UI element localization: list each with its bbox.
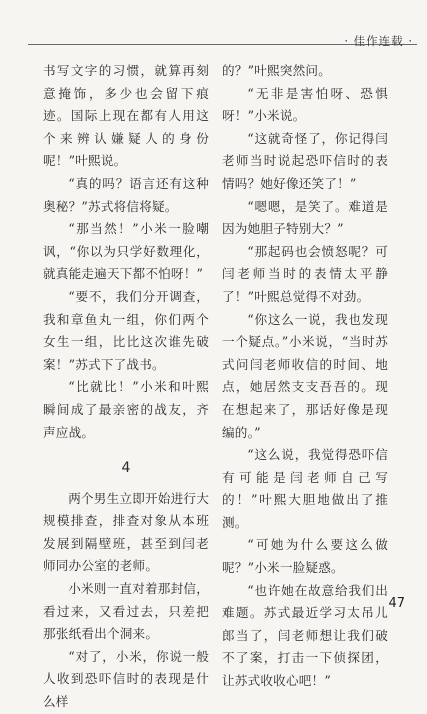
paragraph: 书写文字的习惯，就算再刻意掩饰，多少也会留下痕迹。国际上现在都有人用这个来辨认嫌疑人的身份呢！”叶熙说。 — [43, 63, 209, 169]
paragraph: 小米则一直对着那封信，看过来，又看过去，只差把那张纸看出个洞来。 — [43, 581, 209, 642]
paragraph: “对了，小米，你说一般人收到恐吓信时的表现是什么样 — [43, 648, 209, 710]
paragraph: “真的吗？语言还有这种奥秘？”苏式将信将疑。 — [43, 175, 209, 214]
paragraph: “也许她在故意给我们出难题。苏式最近学习太吊儿郎当了，闫老师想让我们破不了案，打击一下侦探团，让苏式收收心吧！” — [222, 582, 388, 689]
paragraph: “这么说，我觉得恐吓信有可能是闫老师自己写的！”叶熙大胆地做出了推测。 — [222, 447, 388, 530]
paragraph: “这就奇怪了，你记得闫老师当时说起恐吓信时的表情吗？她好像还笑了！” — [222, 130, 388, 191]
paragraph: “你这么一说，我也发现一个疑点。”小米说，“当时苏式问闫老师收信的时间、地点，她居然支支吾吾的。现在想起来了，那话好像是现编的。” — [222, 311, 388, 440]
paragraph-continuation: 的？”叶熙突然问。 — [222, 63, 331, 78]
section-label: · 佳作连载 · — [344, 34, 413, 48]
paragraph: “嗯嗯，是笑了。难道是因为她胆子特别大？” — [222, 198, 388, 237]
paragraph: “可她为什么要这么做呢？”小米一脸疑惑。 — [222, 537, 388, 576]
page-number: 47 — [388, 596, 405, 611]
paragraph: “要不，我们分开调查，我和章鱼丸一组，你们两个女生一组，比比这次谁先破案！”苏式下了战书。 — [43, 288, 209, 372]
paragraph: “那当然！”小米一脸嘲讽，“你以为只学好数理化，就真能走遍天下都不怕呀！” — [43, 221, 209, 282]
chapter-number: 4 — [121, 460, 131, 477]
paragraph: “比就比！”小米和叶熙瞬间成了最亲密的战友，齐声应战。 — [43, 379, 209, 440]
paragraph: “无非是害怕呀、恐惧呀！”小米说。 — [222, 85, 388, 124]
paragraph: 两个男生立即开始进行大规模排查，排查对象从本班发展到隔壁班，甚至到闫老师同办公室的老师。 — [43, 490, 209, 574]
right-text-column — [222, 60, 388, 693]
paragraph: “那起码也会愤怒呢？可闫老师当时的表情太平静了！”叶熙总觉得不对劲。 — [222, 243, 388, 304]
left-text-column — [43, 60, 209, 714]
